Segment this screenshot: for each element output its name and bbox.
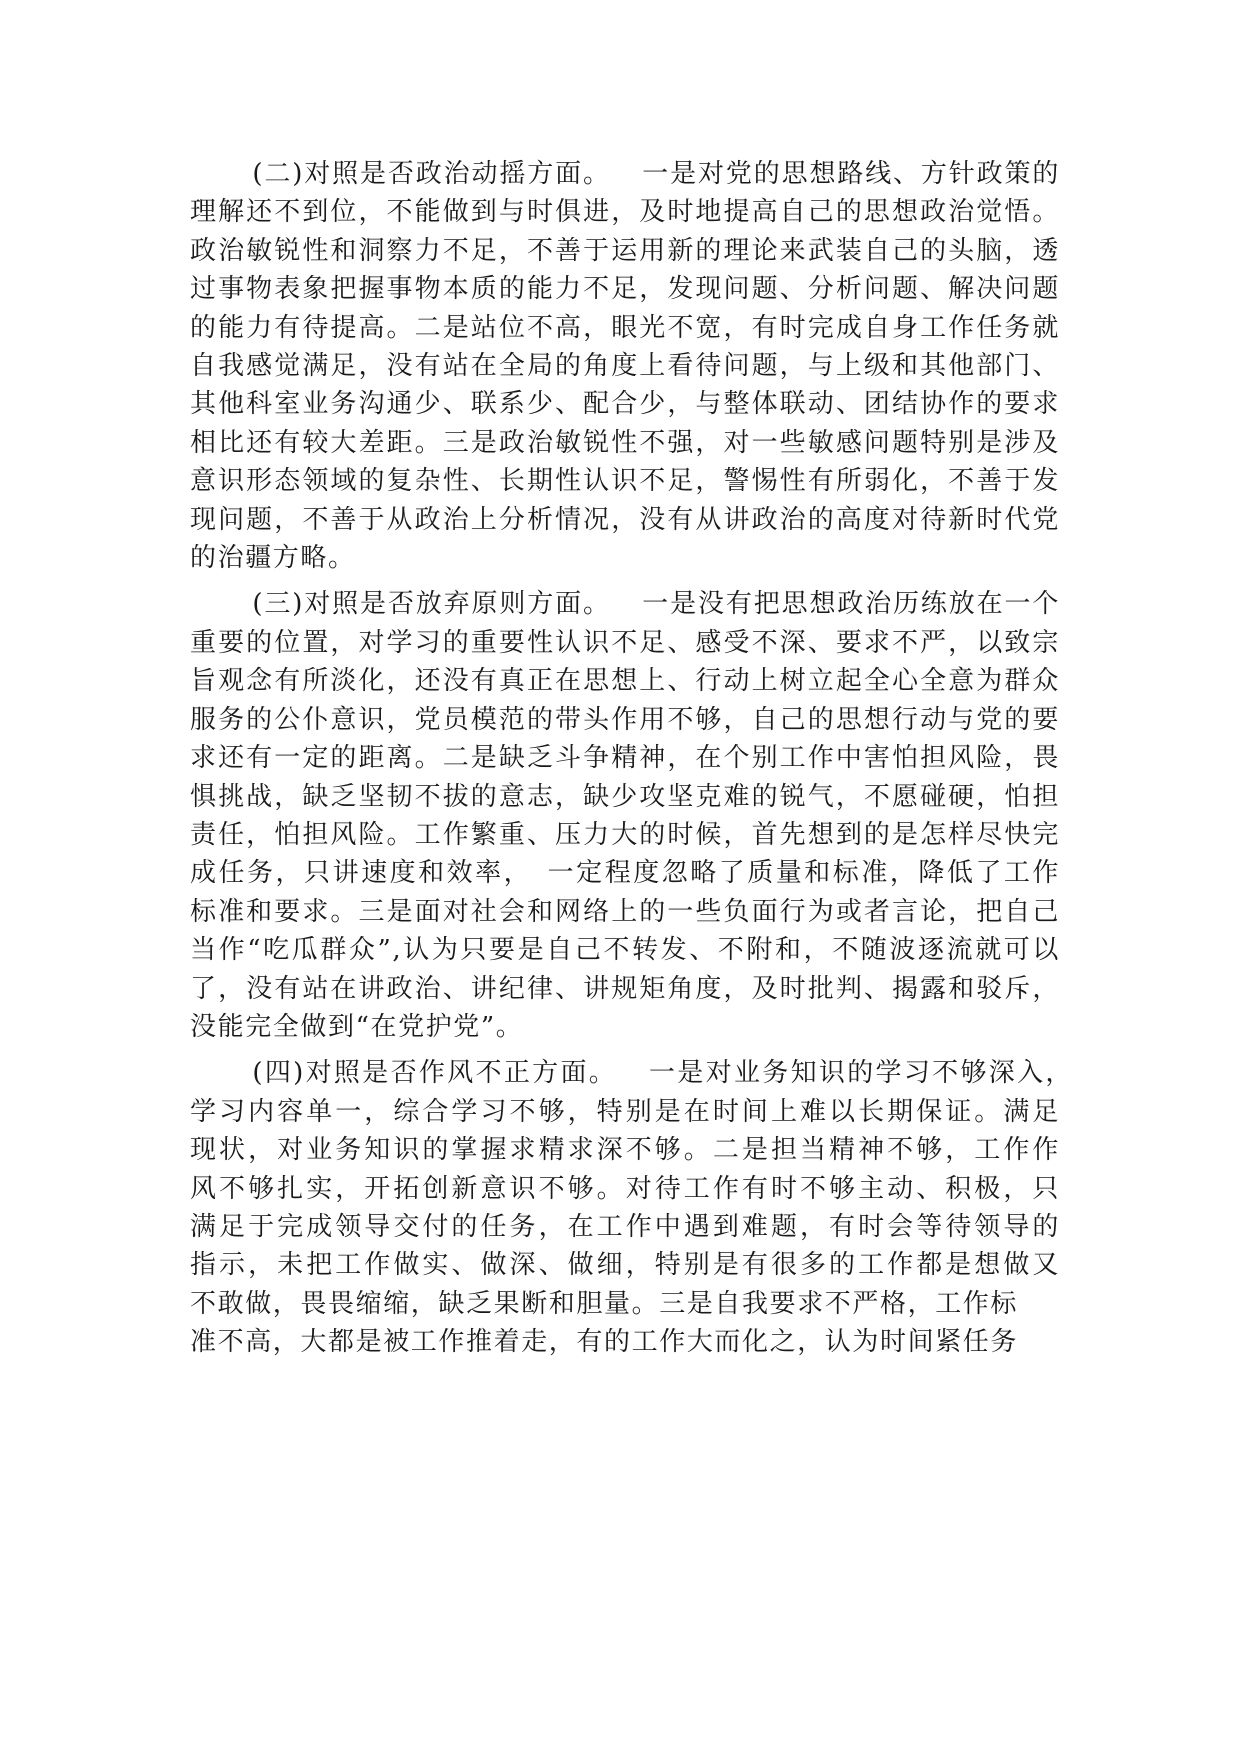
section-political-wavering <box>190 155 1060 577</box>
continuation-line: 准不高，大都是被工作推着走，有的工作大而化之，认为时间紧任务 <box>190 1327 1019 1358</box>
section-work-style <box>190 1054 1088 1323</box>
document-body <box>190 155 1088 1362</box>
section-text: 一是没有把思想政治历练放在一个重要的位置，对学习的重要性认识不足、感受不深、要求不严，以致宗旨观念有所淡化，还没有真正在思想上、行动上树立起全心全意为群众服务的公仆意识，党员模范的带头作用不够，自己的思想行动与党的要求还有一定的距离。二是缺乏斗争精神，在个别工作中害怕担风险，畏惧挑战，缺乏坚韧不拔的意志，缺少攻坚克难的锐气，不愿碰硬，怕担责任，怕担风险。工作繁重、压力大的时候，首先想到的是怎样尽快完成任务，只讲速度和效率， 一定程度忽略了质量和标准，降低了工作标准和要求。三是面对社会和网络上的一些负面行为或者言论，把自己当作“吃瓜群众”,认为只要是自己不转发、不附和，不随波逐流就可以了，没有站在讲政治、讲纪律、讲规矩角度，及时批判、揭露和驳斥，没能完全做到“在党护党”。 <box>190 589 1060 1042</box>
section-text: 一是对业务知识的学习不够深入， 学习内容单一，综合学习不够，特别是在时间上难以长期保证。满足 现状，对业务知识的掌握求精求深不够。二是担当精神不够，工作作 风不够扎实，开拓创新意识不够。对待工作有时不够主动、积极，只 满足于完成领导交付的任务，在工作中遇到难题，有时会等待领导的 指示，未把工作做实、做深、做细，特别是有很多的工作都是想做又 不敢做，畏畏缩缩，缺乏果断和胆量。三是自我要求不严格，工作标 <box>190 1058 1088 1319</box>
section-heading: (二)对照是否政治动摇方面。 <box>252 159 611 189</box>
section-heading: (四)对照是否作风不正方面。 <box>252 1058 618 1089</box>
section-text: 一是对党的思想路线、方针政策的理解还不到位，不能做到与时俱进，及时地提高自己的思想政治觉悟。政治敏锐性和洞察力不足，不善于运用新的理论来武装自己的头脑，透过事物表象把握事物本质的能力不足，发现问题、分析问题、解决问题的能力有待提高。二是站位不高，眼光不宽，有时完成自身工作任务就自我感觉满足，没有站在全局的角度上看待问题，与上级和其他部门、其他科室业务沟通少、联系少、配合少，与整体联动、团结协作的要求相比还有较大差距。三是政治敏锐性不强，对一些敏感问题特别是涉及意识形态领域的复杂性、长期性认识不足，警惕性有所弱化，不善于发现问题，不善于从政治上分析情况，没有从讲政治的高度对待新时代党的治疆方略。 <box>190 159 1060 574</box>
section-abandon-principles <box>190 585 1060 1046</box>
section-heading: (三)对照是否放弃原则方面。 <box>252 589 611 620</box>
